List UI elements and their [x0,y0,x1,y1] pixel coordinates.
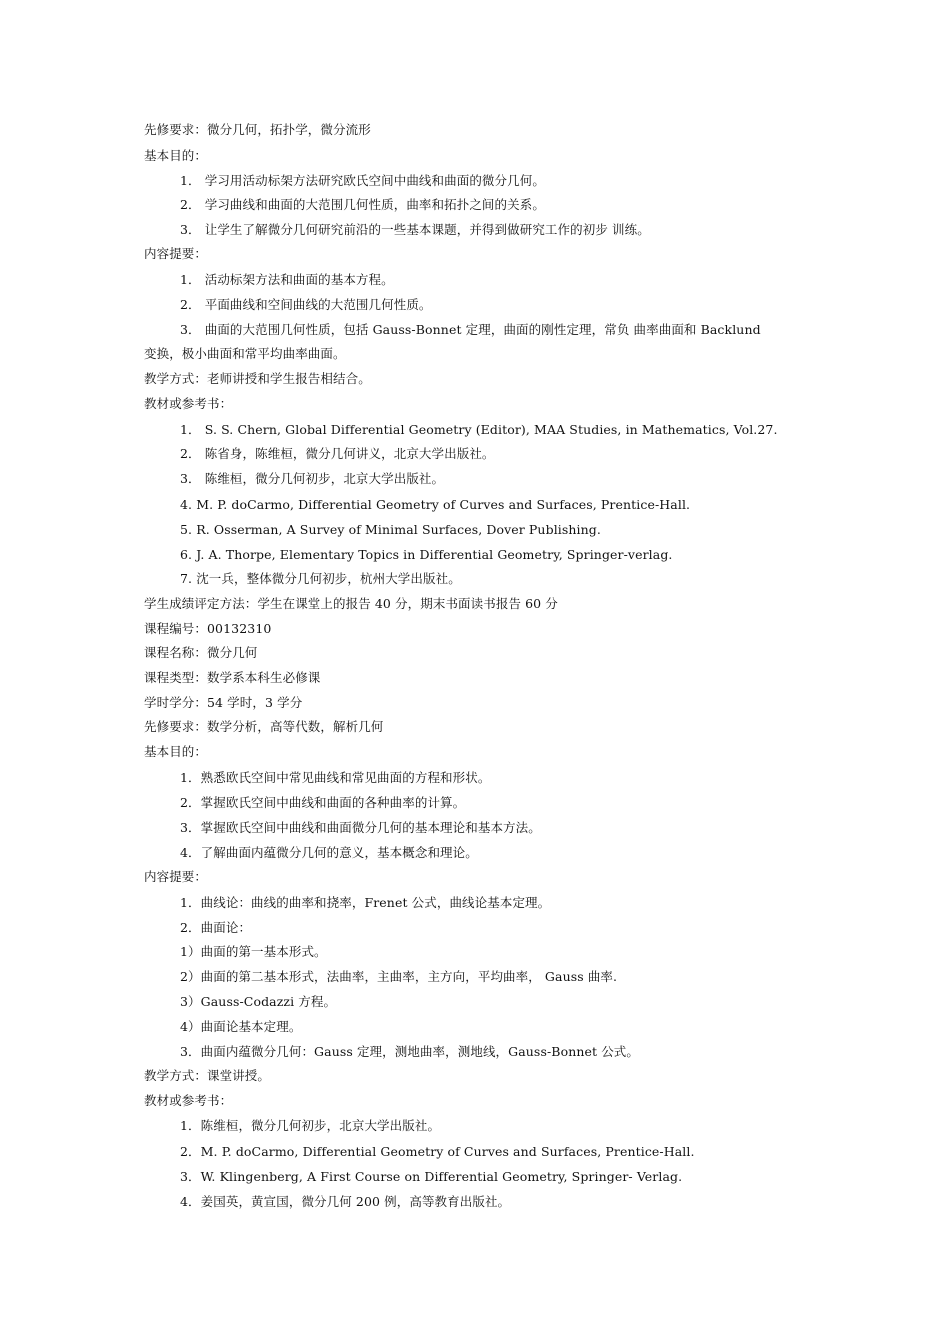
sub-list-item: 2）曲面的第二基本形式，法曲率，主曲率，主方向，平均曲率， Gauss 曲率. [180,969,618,984]
sub-list-item: 3）Gauss-Codazzi 方程。 [180,994,337,1009]
text-line: 教学方式：老师讲授和学生报告相结合。 [144,371,371,386]
reference-item: 3．W. Klingenberg, A First Course on Differential Geometry, Springer- Verlag. [180,1169,683,1184]
reference-item: 1．陈维桓，微分几何初步，北京大学出版社。 [180,1118,441,1133]
reference-item: 5. R. Osserman, A Survey of Minimal Surfaces, Dover Publishing. [180,522,601,537]
list-item: 1． 学习用活动标架方法研究欧氏空间中曲线和曲面的微分几何。 [180,173,545,188]
section-heading: 内容提要： [144,869,208,884]
reference-item: 4. M. P. doCarmo, Differential Geometry of Curves and Surfaces, Prentice-Hall. [180,497,691,512]
text-line: 教学方式：课堂讲授。 [144,1068,271,1083]
sub-list-item: 4）曲面论基本定理。 [180,1019,302,1034]
list-item: 3． 曲面的大范围几何性质，包括 Gauss-Bonnet 定理，曲面的刚性定理，常负 曲率曲面和 Backlund [180,322,761,337]
reference-item: 7. 沈一兵，整体微分几何初步，杭州大学出版社。 [180,571,461,586]
text-line: 学生成绩评定方法：学生在课堂上的报告 40 分，期末书面读书报告 60 分 [144,596,558,611]
list-item: 2． 平面曲线和空间曲线的大范围几何性质。 [180,297,432,312]
section-heading: 教材或参考书： [144,396,233,411]
list-item: 3．曲面内蕴微分几何：Gauss 定理，测地曲率，测地线，Gauss-Bonnet 公式。 [180,1044,639,1059]
reference-item: 6. J. A. Thorpe, Elementary Topics in Differential Geometry, Springer-verlag. [180,547,673,562]
text-line: 先修要求：微分几何，拓扑学，微分流形 [144,122,371,137]
list-item: 2．掌握欧氏空间中曲线和曲面的各种曲率的计算。 [180,795,466,810]
list-item-continuation: 变换，极小曲面和常平均曲率曲面。 [144,346,346,361]
reference-item: 1． S. S. Chern, Global Differential Geometry (Editor), MAA Studies, in Mathematics, Vol.27. [180,422,778,437]
course-type: 课程类型：数学系本科生必修课 [144,670,321,685]
reference-item: 2．M. P. doCarmo, Differential Geometry of Curves and Surfaces, Prentice-Hall. [180,1144,695,1159]
course-code: 课程编号：00132310 [144,621,272,636]
list-item: 1．曲线论：曲线的曲率和挠率，Frenet 公式，曲线论基本定理。 [180,895,551,910]
list-item: 4．了解曲面内蕴微分几何的意义，基本概念和理论。 [180,845,478,860]
reference-item: 4．姜国英，黄宣国，微分几何 200 例，高等教育出版社。 [180,1194,511,1209]
list-item: 2．曲面论： [180,920,252,935]
section-heading: 内容提要： [144,246,208,261]
section-heading: 基本目的： [144,148,208,163]
text-line: 先修要求：数学分析，高等代数，解析几何 [144,719,384,734]
section-heading: 教材或参考书： [144,1093,233,1108]
course-credits: 学时学分：54 学时，3 学分 [144,695,303,710]
list-item: 2． 学习曲线和曲面的大范围几何性质，曲率和拓扑之间的关系。 [180,197,545,212]
list-item: 1． 活动标架方法和曲面的基本方程。 [180,272,394,287]
sub-list-item: 1）曲面的第一基本形式。 [180,944,327,959]
list-item: 3．掌握欧氏空间中曲线和曲面微分几何的基本理论和基本方法。 [180,820,541,835]
course-name: 课程名称：微分几何 [144,645,258,660]
reference-item: 3． 陈维桓，微分几何初步，北京大学出版社。 [180,471,445,486]
reference-item: 2． 陈省身，陈维桓，微分几何讲义，北京大学出版社。 [180,446,495,461]
list-item: 3． 让学生了解微分几何研究前沿的一些基本课题，并得到做研究工作的初步 训练。 [180,222,650,237]
section-heading: 基本目的： [144,744,208,759]
list-item: 1．熟悉欧氏空间中常见曲线和常见曲面的方程和形状。 [180,770,491,785]
